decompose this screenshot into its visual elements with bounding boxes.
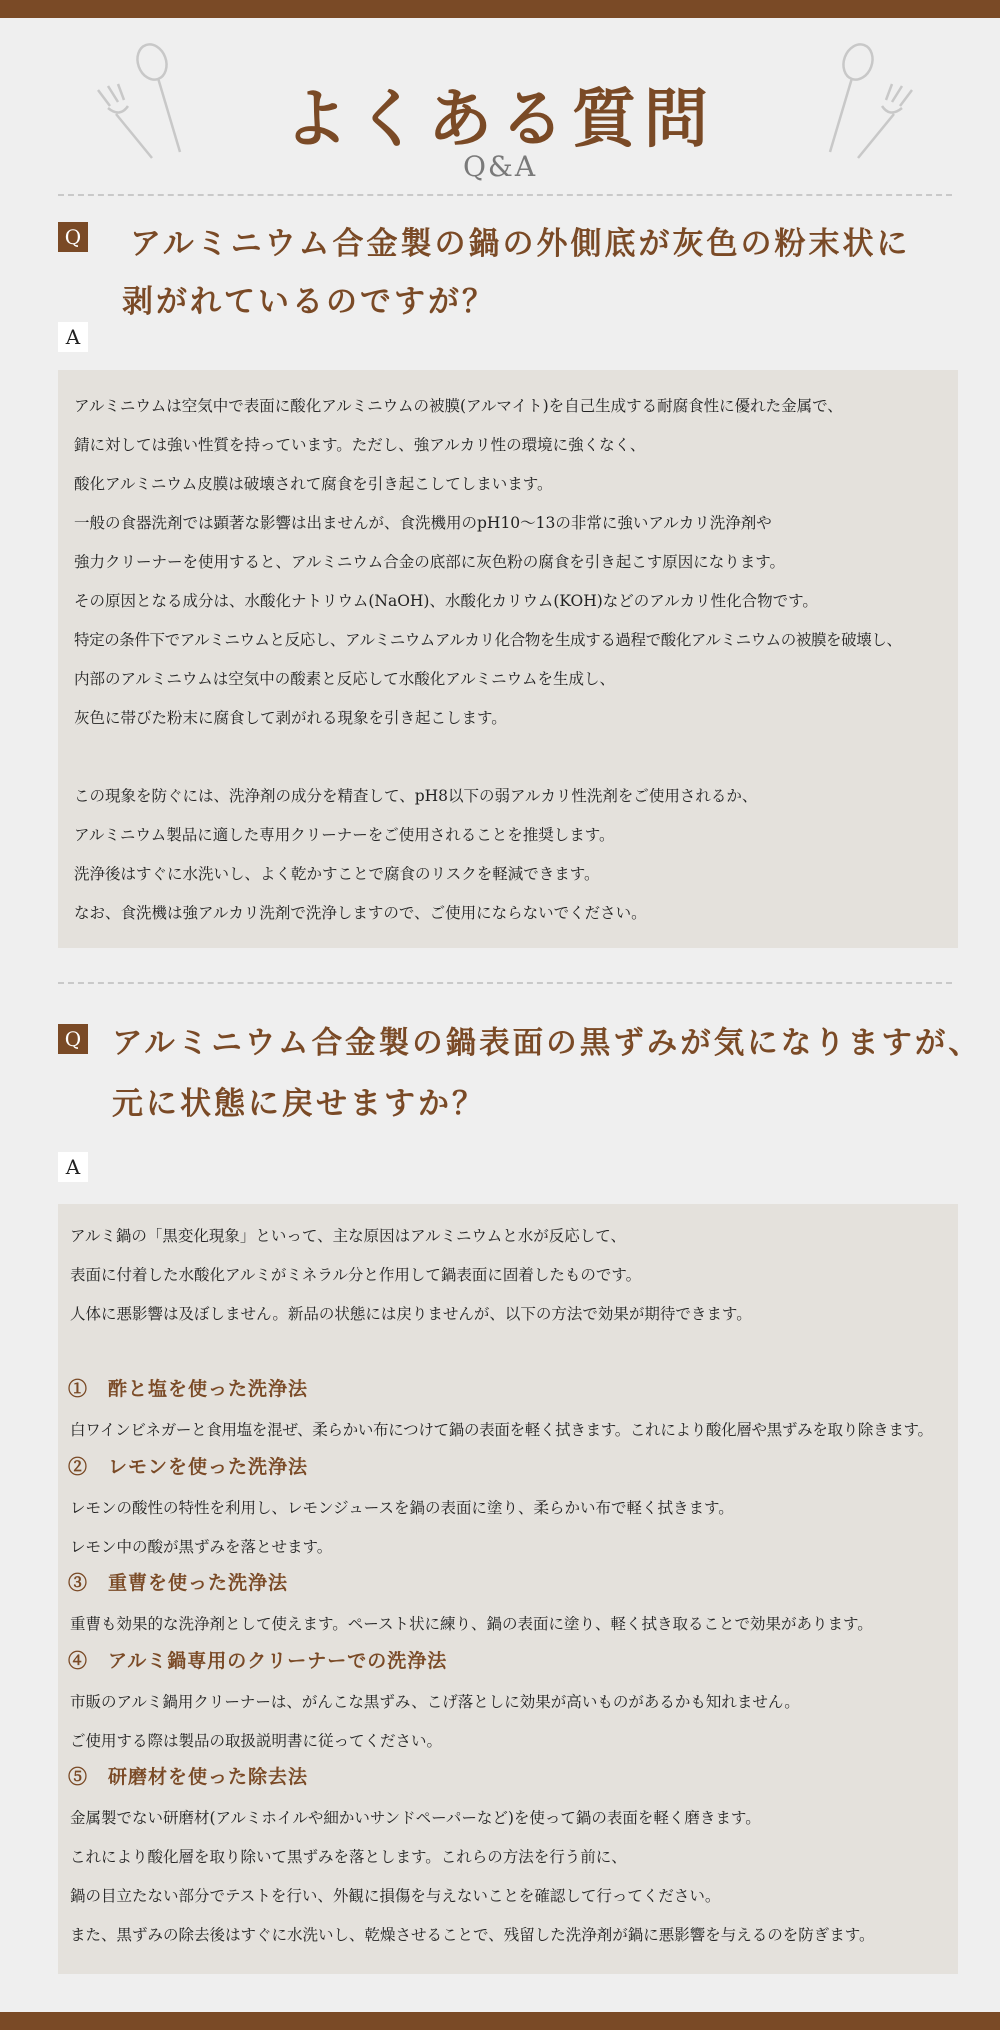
method-heading: ④ アルミ鍋専用のクリーナーでの洗浄法 xyxy=(68,1650,448,1672)
answer-line: 表面に付着した水酸化アルミがミネラル分と作用して鍋表面に固着したものです。 xyxy=(70,1266,642,1284)
method-heading: ① 酢と塩を使った洗浄法 xyxy=(68,1378,309,1400)
answer-line: 強力クリーナーを使用すると、アルミニウム合金の底部に灰色粉の腐食を引き起こす原因になります。 xyxy=(74,553,785,571)
top-bar xyxy=(0,0,1000,18)
page-title: よくある質問 xyxy=(284,82,716,157)
method-heading: ③ 重曹を使った洗浄法 xyxy=(68,1572,289,1594)
answer-line: この現象を防ぐには、洗浄剤の成分を精査して、pH8以下の弱アルカリ性洗剤をご使用されるか、 xyxy=(74,787,758,805)
method-line: レモン中の酸が黒ずみを落とせます。 xyxy=(70,1538,333,1556)
answer-line: 洗浄後はすぐに水洗いし、よく乾かすことで腐食のリスクを軽減できます。 xyxy=(74,865,600,883)
page-subtitle: Q&A xyxy=(462,150,538,183)
answer-line: 酸化アルミニウム皮膜は破壊されて腐食を引き起こしてしまいます。 xyxy=(74,475,553,493)
answer-line: 特定の条件下でアルミニウムと反応し、アルミニウムアルカリ化合物を生成する過程で酸化アルミニウムの被膜を破壊し、 xyxy=(74,631,902,649)
method-line: また、黒ずみの除去後はすぐに水洗いし、乾燥させることで、残留した洗浄剤が鍋に悪影響を与えるのを防ぎます。 xyxy=(70,1926,875,1944)
question-badge: Q xyxy=(58,222,88,252)
method-line: ご使用する際は製品の取扱説明書に従ってください。 xyxy=(70,1732,443,1750)
question-line: 元に状態に戻せますか？ xyxy=(112,1086,486,1122)
method-line: レモンの酸性の特性を利用し、レモンジュースを鍋の表面に塗り、柔らかい布で軽く拭きます。 xyxy=(70,1499,734,1517)
answer-line: 内部のアルミニウムは空気中の酸素と反応して水酸化アルミニウムを生成し、 xyxy=(74,670,615,688)
section-divider xyxy=(58,194,952,196)
question-line: アルミニウム合金製の鍋の外側底が灰色の粉末状に xyxy=(130,226,911,262)
question-badge: Q xyxy=(58,1024,88,1054)
answer-line: 人体に悪影響は及ぼしません。新品の状態には戻りませんが、以下の方法で効果が期待できます。 xyxy=(70,1305,752,1323)
method-line: 重曹も効果的な洗浄剤として使えます。ペースト状に練り、鍋の表面に塗り、軽く拭き取ることで効果があります。 xyxy=(70,1615,873,1633)
utensils-icon xyxy=(810,40,930,170)
answer-line: 一般の食器洗剤では顕著な影響は出ませんが、食洗機用のpH10〜13の非常に強いアルカリ洗浄剤や xyxy=(74,514,772,532)
method-line: 鍋の目立たない部分でテストを行い、外観に損傷を与えないことを確認して行ってください。 xyxy=(70,1887,721,1905)
answer-panel xyxy=(58,1204,958,1974)
method-heading: ⑤ 研磨材を使った除去法 xyxy=(68,1766,309,1788)
answer-badge: A xyxy=(58,1152,88,1182)
method-line: これにより酸化層を取り除いて黒ずみを落とします。これらの方法を行う前に、 xyxy=(70,1848,627,1866)
question-line: 剥がれているのですが？ xyxy=(122,284,496,320)
answer-line: 灰色に帯びた粉末に腐食して剥がれる現象を引き起こします。 xyxy=(74,709,507,727)
answer-line: その原因となる成分は、水酸化ナトリウム(NaOH)、水酸化カリウム(KOH)などのアルカリ性化合物です。 xyxy=(74,592,818,610)
method-line: 市販のアルミ鍋用クリーナーは、がんこな黒ずみ、こげ落としに効果が高いものがあるかも知れません。 xyxy=(70,1693,800,1711)
page-header xyxy=(0,40,1000,190)
answer-panel xyxy=(58,370,958,948)
section-divider xyxy=(58,982,952,984)
answer-line: アルミ鍋の「黒変化現象」といって、主な原因はアルミニウムと水が反応して、 xyxy=(70,1227,626,1245)
bottom-bar xyxy=(0,2012,1000,2030)
method-line: 白ワインビネガーと食用塩を混ぜ、柔らかい布につけて鍋の表面を軽く拭きます。これにより酸化層や黒ずみを取り除きます。 xyxy=(70,1421,933,1439)
method-line: 金属製でない研磨材(アルミホイルや細かいサンドペーパーなど)を使って鍋の表面を軽く磨きます。 xyxy=(70,1809,761,1827)
question-line: アルミニウム合金製の鍋表面の黒ずみが気になりますが、 xyxy=(112,1025,982,1061)
method-heading: ② レモンを使った洗浄法 xyxy=(68,1456,309,1478)
answer-badge: A xyxy=(58,322,88,352)
answer-line: 錆に対しては強い性質を持っています。ただし、強アルカリ性の環境に強くなく、 xyxy=(74,436,646,454)
answer-line: なお、食洗機は強アルカリ洗剤で洗浄しますので、ご使用にならないでください。 xyxy=(74,904,647,922)
answer-line: アルミニウム製品に適した専用クリーナーをご使用されることを推奨します。 xyxy=(74,826,615,844)
answer-line: アルミニウムは空気中で表面に酸化アルミニウムの被膜(アルマイト)を自己生成する耐腐食性に優れた金属で、 xyxy=(74,397,843,415)
